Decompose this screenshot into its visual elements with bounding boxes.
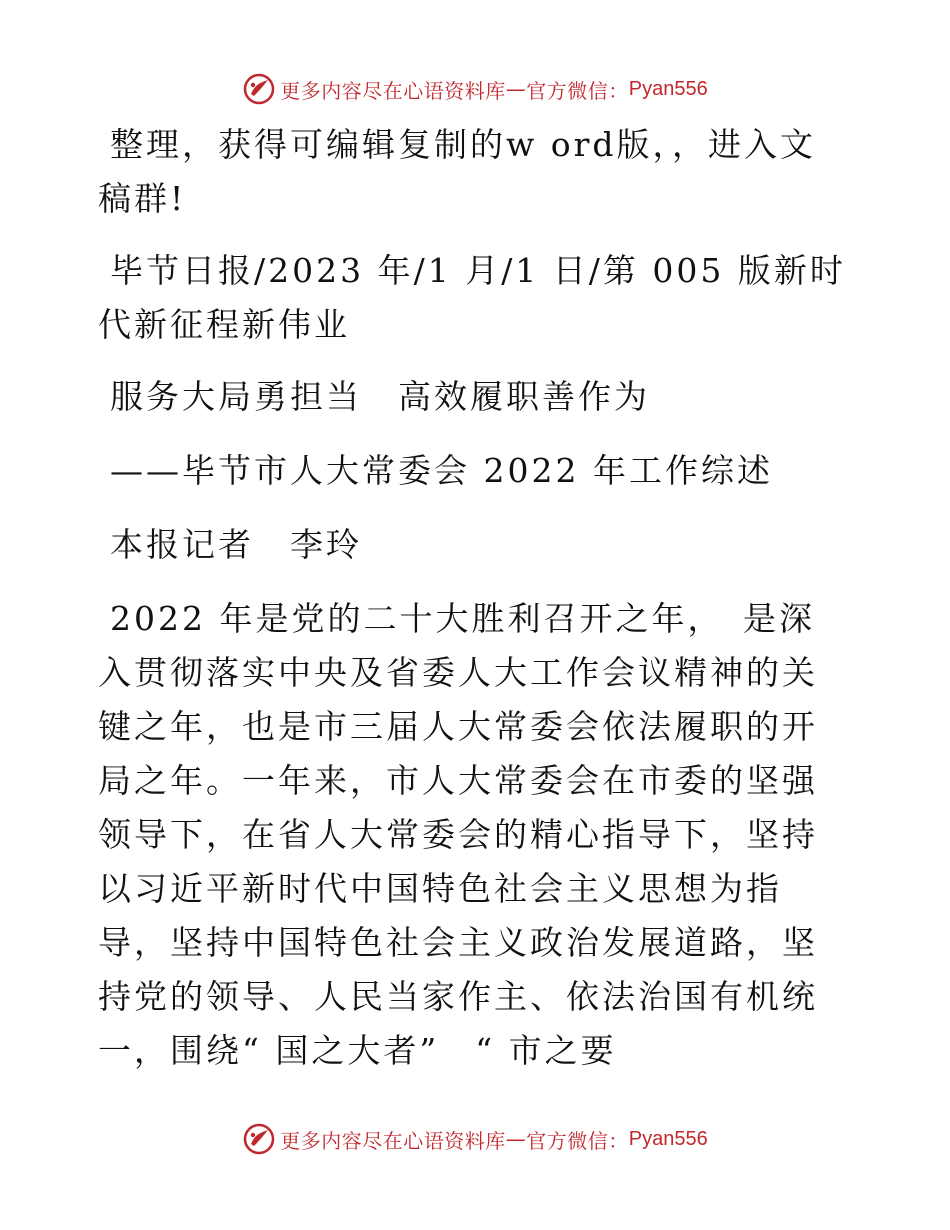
banner-account: Pyan556 (628, 1127, 708, 1150)
banner-separator: — (505, 1127, 527, 1151)
banner-account-label: 官方微信： (526, 1128, 629, 1153)
body-paragraph: 2022 年是党的二十大胜利召开之年， 是深入贯彻落实中央及省委人大工作会议精神的关键之年，也是市三届人大常委会依法履职的开局之年。一年来，市人大常委会在市委的坚强领导下，在省人大常委会的精心指导下，坚持以习近平新时代中国特色社会主义思想为指导，坚持中国特色社会主义政治发展道路，坚持党的领导、人民当家作主、依法治国有机统一，围绕“ 国之大者” “ 市之要 (98, 599, 818, 1070)
article-title: 服务大局勇担当 高效履职善作为 (110, 377, 650, 416)
banner-text: 更多内容尽在心语资料库 (280, 1128, 506, 1153)
footer-watermark-banner (0, 1114, 950, 1164)
banner-text: 更多内容尽在心语资料库 (280, 78, 506, 103)
article-subtitle: ——毕节市人大常委会 2022 年工作综述 (110, 451, 773, 490)
document-body (98, 118, 850, 1096)
banner-account-label: 官方微信： (526, 78, 629, 103)
header-watermark-banner (0, 64, 950, 114)
banner-separator: — (505, 77, 527, 101)
brand-logo-icon (242, 1122, 276, 1156)
intro-note: 整理，获得可编辑复制的w ord版，，进入文稿群! (98, 125, 817, 218)
author-line: 本报记者 李玲 (110, 525, 362, 564)
banner-account: Pyan556 (628, 77, 708, 100)
source-line: 毕节日报/2023 年/1 月/1 日/第 005 版新时代新征程新伟业 (98, 251, 846, 344)
brand-logo-icon (242, 72, 276, 106)
